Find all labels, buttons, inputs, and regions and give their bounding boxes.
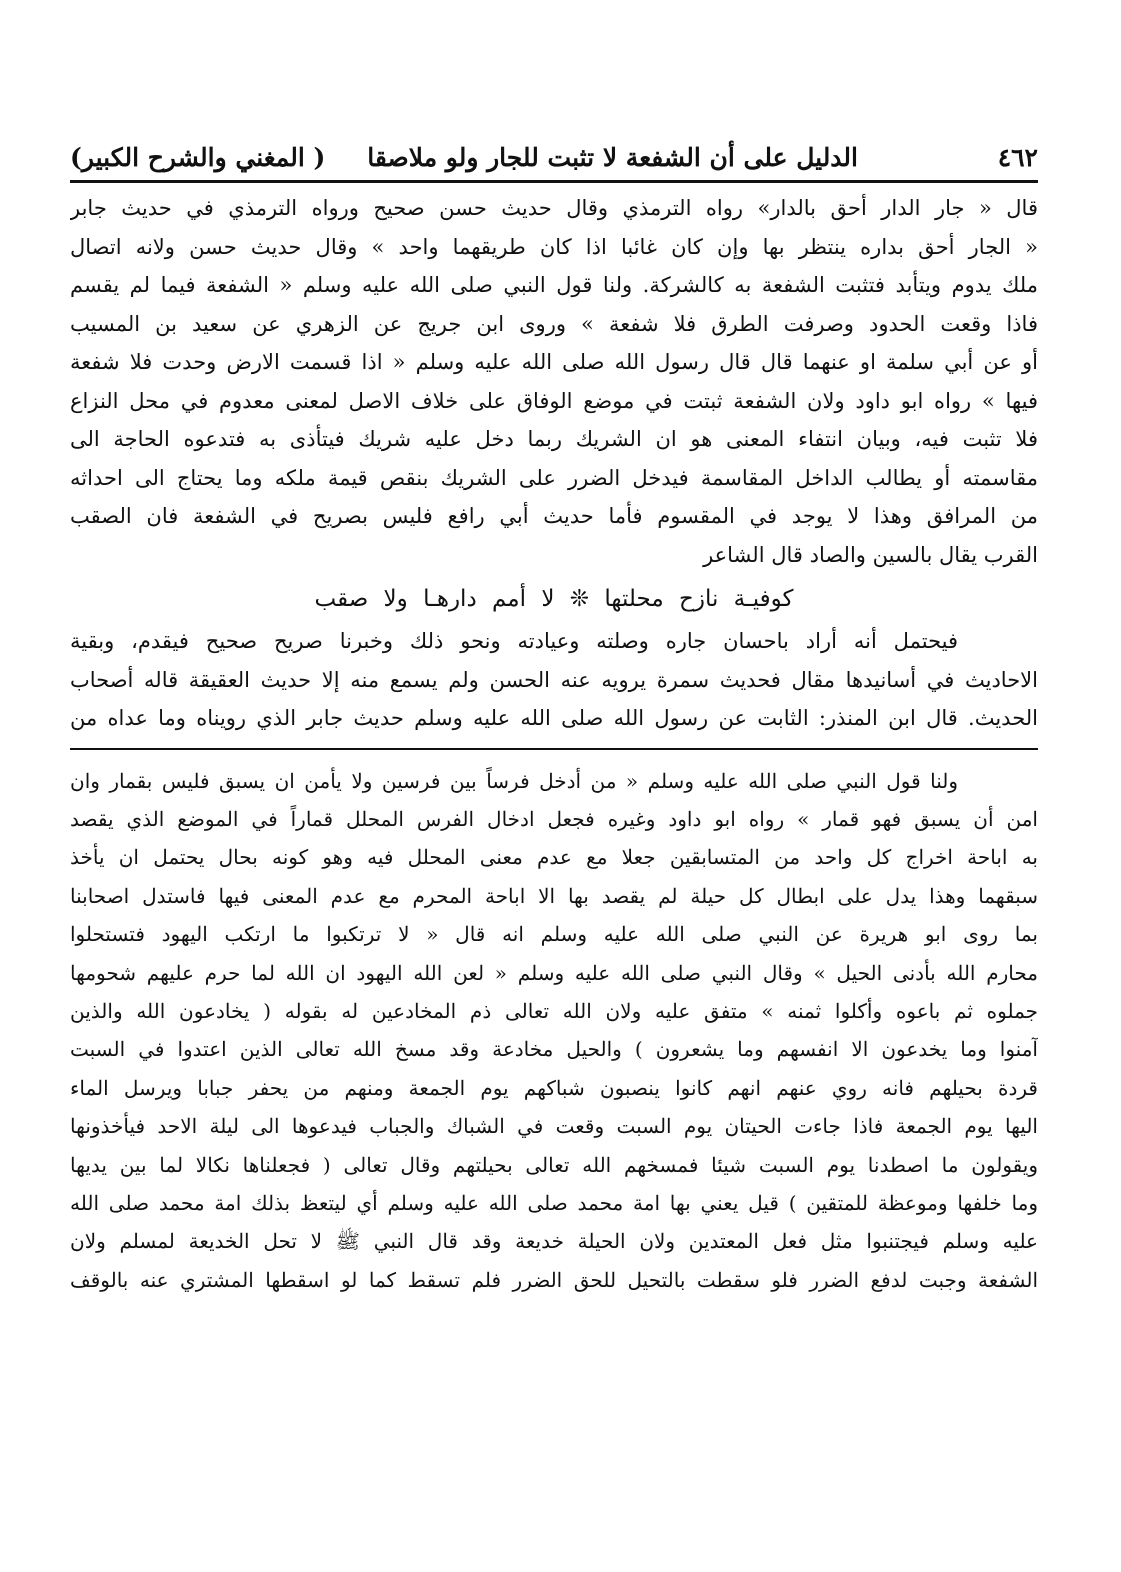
- main-line: من المرافق وهذا لا يوجد في المقسوم فأما حديث أبي رافع فليس بصريح في الشفعة فان الصقب: [70, 504, 1038, 528]
- section-divider: [70, 748, 1038, 750]
- main-text: [70, 189, 1038, 738]
- main-line: أو عن أبي سلمة او عنهما قال قال رسول الله صلى الله عليه وسلم « اذا قسمت الارض وحدت فلا شفعة: [70, 350, 1038, 374]
- main-line: فيها » رواه ابو داود ولان الشفعة ثبتت في موضع الوفاق على خلاف الاصل لمعنى معدوم في محل النزاع: [70, 388, 1038, 413]
- commentary-line: عليه وسلم فيجتنبوا مثل فعل المعتدين ولان الحيلة خديعة وقد قال النبي ﷺ لا تحل الخديعة لمسلم ولان: [70, 1229, 1038, 1254]
- commentary-line: جملوه ثم باعوه وأكلوا ثمنه » متفق عليه ولان الله تعالى ذم المخادعين له بقوله ( يخادعون الله والذين: [70, 998, 1038, 1023]
- main-line: مقاسمته أو يطالب الداخل المقاسمة فيدخل الضرر على الشريك بنقص قيمة ملكه وما يحتاج الى احداثه: [70, 465, 1038, 490]
- running-header: [70, 138, 1038, 178]
- commentary-line: اليها يوم الجمعة فاذا جاءت الحيتان يوم السبت وقعت في الشباك والجباب فيدعوها الى ليلة الاحد فيأخذونها: [70, 1114, 1038, 1139]
- main-line-last: القرب يقال بالسين والصاد قال الشاعر: [703, 542, 1038, 567]
- commentary-line: محارم الله بأدنى الحيل » وقال النبي صلى الله عليه وسلم « لعن الله اليهود ان الله لما حرم عليهم شحومها: [70, 960, 1038, 985]
- chapter-title: الدليل على أن الشفعة لا تثبت للجار ولو ملاصقا: [367, 143, 858, 172]
- main-line: ملك يدوم ويتأبد فتثبت الشفعة به كالشركة. ولنا قول النبي صلى الله عليه وسلم « الشفعة فيما لم يقسم: [70, 273, 1038, 297]
- commentary-line: به اباحة اخراج كل واحد من المتسابقين جعلا مع عدم معنى المحلل فيه وهو كونه بحال يحتمل ان يأخذ: [70, 845, 1038, 870]
- book-page: [70, 138, 1038, 1538]
- main-line: فيحتمل أنه أراد باحسان جاره وصلته وعيادته ونحو ذلك وخبرنا صريح صحيح فيقدم، وبقية: [70, 629, 958, 653]
- commentary-line: امن أن يسبق فهو قمار » رواه ابو داود وغيره فجعل ادخال الفرس المحلل قماراً في الموضع الذي يقصد: [70, 806, 1038, 831]
- main-line: الاحاديث في أسانيدها مقال فحديث سمرة يرويه عنه الحسن ولم يسمع منه إلا حديث العقيقة قاله أصحاب: [70, 667, 1038, 692]
- book-title: ( المغني والشرح الكبير): [70, 143, 326, 172]
- commentary-text: [70, 762, 1038, 1300]
- main-line: فاذا وقعت الحدود وصرفت الطرق فلا شفعة » وروى ابن جريج عن الزهري عن سعيد بن المسيب: [70, 311, 1038, 336]
- commentary-line: آمنوا وما يخدعون الا انفسهم وما يشعرون ) والحيل مخادعة وقد مسخ الله تعالى الذين اعتدوا في السبت: [70, 1037, 1038, 1062]
- main-line: فلا تثبت فيه، وبيان انتفاء المعنى هو ان الشريك ربما دخل عليه شريك فيتأذى به فتدعوه الحاجة الى: [70, 427, 1038, 451]
- main-line: الحديث. قال ابن المنذر: الثابت عن رسول الله صلى الله عليه وسلم حديث جابر الذي رويناه وما عداه من: [70, 706, 1038, 730]
- poem-verse: كوفيـة نازح محلتها ❊ لا أمم دارهـا ولا صقب: [314, 586, 794, 612]
- commentary-line: ويقولون ما اصطدنا يوم السبت شيئا فمسخهم الله تعالى بحيلتهم وقال تعالى ( فجعلناها نكالا لما بين يديها: [70, 1152, 1038, 1177]
- header-rule: [70, 180, 1038, 183]
- commentary-line: قردة بحيلهم فانه روي عنهم انهم كانوا ينصبون شباكهم يوم الجمعة ومنهم من يحفر جبابا ويرسل الماء: [70, 1075, 1038, 1100]
- commentary-line: الشفعة وجبت لدفع الضرر فلو سقطت بالتحيل للحق الضرر فلم تسقط كما لو اسقطها المشتري عنه بالوقف: [70, 1267, 1038, 1292]
- main-line: « الجار أحق بداره ينتظر بها وإن كان غائبا اذا كان طريقهما واحد » وقال حديث حسن ولانه اتصال: [70, 234, 1038, 259]
- commentary-line: وما خلفها وموعظة للمتقين ) قيل يعني بها امة محمد صلى الله عليه وسلم أي ليتعظ بذلك امة محمد صلى الله: [70, 1190, 1038, 1215]
- main-line: قال « جار الدار أحق بالدار» رواه الترمذي وقال حديث حسن صحيح ورواه الترمذي في حديث جابر: [70, 196, 1038, 220]
- commentary-line: ولنا قول النبي صلى الله عليه وسلم « من أدخل فرساً بين فرسين ولا يأمن ان يسبق فليس بقمار وان: [70, 768, 958, 793]
- page-number: ٤٦٢: [997, 143, 1038, 172]
- commentary-line: سبقهما وهذا يدل على ابطال كل حيلة لم يقصد بها الا اباحة المحرم مع عدم المعنى فيها فاستدل اصحابنا: [70, 883, 1038, 908]
- commentary-line: بما روى ابو هريرة عن النبي صلى الله عليه وسلم انه قال « لا ترتكبوا ما ارتكب اليهود فتستحلوا: [70, 922, 1038, 947]
